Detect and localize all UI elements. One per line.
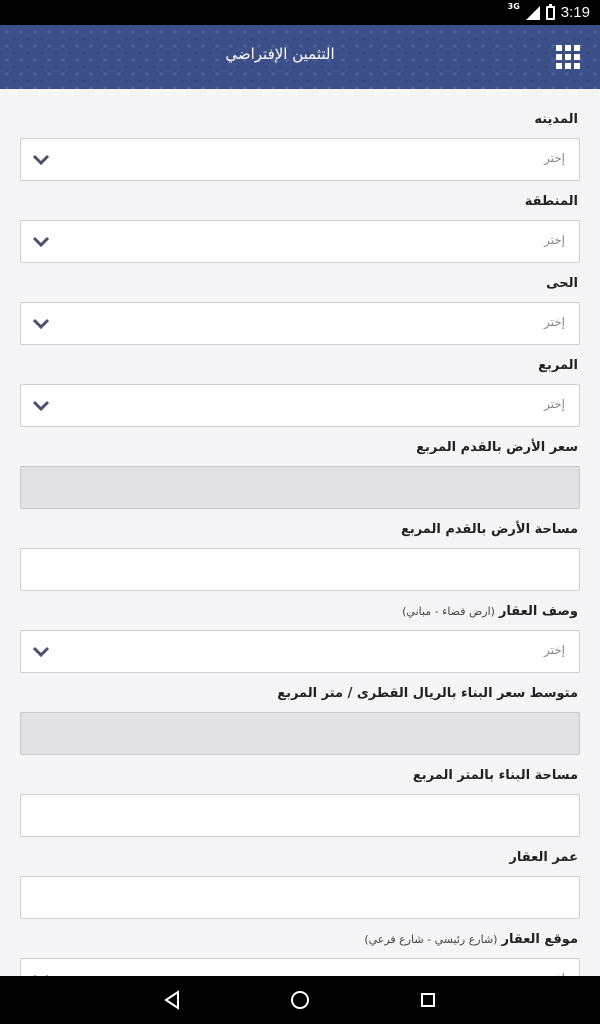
app-bar <box>0 25 600 89</box>
field-label <box>0 931 600 949</box>
field-label: مساحة الأرض بالقدم المربع <box>400 522 578 537</box>
chevron-down-icon <box>31 314 51 334</box>
field-property-age <box>0 849 600 919</box>
field-hint: (ارض فضاء - مباني) <box>402 605 495 618</box>
field-block <box>0 357 600 427</box>
field-label: متوسط سعر البناء بالريال القطرى / متر المربع <box>277 686 578 701</box>
valuation-form <box>0 89 600 976</box>
field-land-size <box>0 521 600 591</box>
chevron-down-icon <box>31 150 51 170</box>
select-placeholder: إختر <box>544 397 565 411</box>
field-area <box>0 193 600 263</box>
field-label: المدينه <box>534 112 578 127</box>
home-icon[interactable] <box>288 988 312 1012</box>
field-build-price <box>0 685 600 755</box>
navigation-bar <box>0 976 600 1024</box>
back-icon[interactable] <box>160 988 184 1012</box>
property-desc-select[interactable] <box>20 630 580 673</box>
select-placeholder: إختر <box>544 643 565 657</box>
status-bar <box>0 0 600 25</box>
land-price-readonly <box>20 466 580 509</box>
select-placeholder: إختر <box>544 315 565 329</box>
build-price-readonly <box>20 712 580 755</box>
field-district <box>0 275 600 345</box>
area-select[interactable] <box>20 220 580 263</box>
block-select[interactable] <box>20 384 580 427</box>
field-label: مساحة البناء بالمتر المربع <box>412 768 578 783</box>
field-label <box>0 603 600 621</box>
field-label-text: موقع العقار <box>501 932 578 947</box>
build-size-input[interactable] <box>20 794 580 837</box>
clock: 3:19 <box>560 4 590 21</box>
select-placeholder: إختر <box>544 233 565 247</box>
field-label: الحى <box>546 276 578 291</box>
field-label: المنطقة <box>524 194 578 209</box>
district-select[interactable] <box>20 302 580 345</box>
field-land-price <box>0 439 600 509</box>
recents-icon[interactable] <box>416 988 440 1012</box>
battery-icon <box>546 6 555 20</box>
field-property-desc <box>0 603 600 673</box>
field-label-text: وصف العقار <box>498 604 578 619</box>
property-age-input[interactable] <box>20 876 580 919</box>
signal-icon <box>526 6 540 20</box>
city-select[interactable] <box>20 138 580 181</box>
field-hint: (شارع رئيسي - شارع فرعي) <box>364 933 498 946</box>
chevron-down-icon <box>31 642 51 662</box>
field-label: سعر الأرض بالقدم المربع <box>416 440 578 455</box>
field-label: عمر العقار <box>509 850 578 865</box>
grid-menu-icon[interactable] <box>556 45 580 69</box>
chevron-down-icon <box>31 232 51 252</box>
field-label: المربع <box>538 358 578 373</box>
field-build-size <box>0 767 600 837</box>
land-size-input[interactable] <box>20 548 580 591</box>
network-type: 3G <box>507 2 520 11</box>
chevron-down-icon <box>31 396 51 416</box>
page-title: التثمين الإفتراضي <box>225 45 335 63</box>
select-placeholder: إختر <box>544 151 565 165</box>
field-city <box>0 111 600 181</box>
